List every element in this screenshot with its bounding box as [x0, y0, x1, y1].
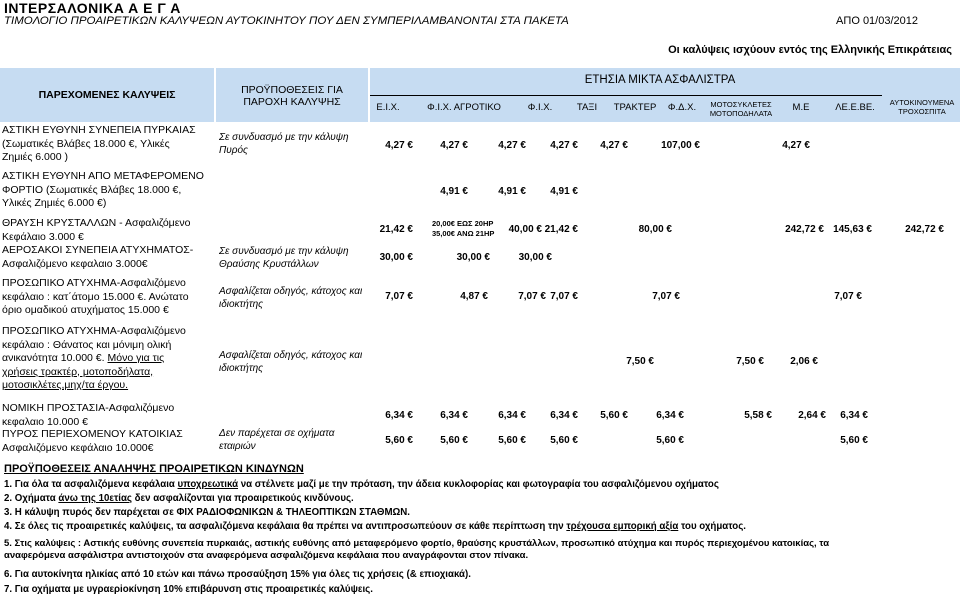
coverage-airbags: ΑΕΡΟΣΑΚΟΙ ΣΥΝΕΠΕΙΑ ΑΤΥΧΗΜΑΤΟΣ- Ασφαλιζόμενο κεφαλαιο 3.000€ [2, 244, 194, 270]
premium-cell: 40,00 € [508, 224, 542, 235]
premium-cell: 5,60 € [440, 435, 468, 446]
coverage-legal-protection: ΝΟΜΙΚΗ ΠΡΟΣΤΑΣΙΑ-Ασφαλιζόμενο κεφαλαιο 10.000 € [2, 402, 175, 428]
coverage-home-contents-fire: ΠΥΡΟΣ ΠΕΡΙΕΧΟΜΕΝΟΥ ΚΑΤΟΙΚΙΑΣ Ασφαλιζόμενο κεφάλαιο 10.000€ [2, 428, 183, 454]
note-4: 4. Σε όλες τις προαιρετικές καλύψεις, τα ασφαλιζόμενα κεφάλαια θα πρέπει να αντιπροσωπεύουν σε κάθε περίπτωση την τρέχουσα εμπορική αξία του οχήματος. [4, 521, 746, 532]
premium-cell: 2,64 € [798, 410, 826, 421]
premium-cell: 5,60 € [550, 435, 578, 446]
premium-cell: 6,34 € [385, 410, 413, 421]
header-vehicle-me: Μ.Ε [792, 102, 810, 113]
note-7: 7. Για οχήματα με υγραερiοκίνηση 10% επιβάρυνση στις προαιρετικές καλύψεις. [4, 584, 373, 595]
premium-cell: 7,07 € [550, 291, 578, 302]
premium-cell: 30,00 € [379, 252, 413, 263]
premium-cell: 6,34 € [550, 410, 578, 421]
coverage-glass-breakage: ΘΡΑΥΣΗ ΚΡΥΣΤΑΛΛΩΝ - Ασφαλιζόμενο Κεφάλαιο 3.000 € [2, 217, 191, 243]
header-vehicle-fix: Φ.Ι.Χ. [527, 102, 553, 113]
premium-cell: 4,91 € [498, 186, 526, 197]
header-vehicle-fdx: Φ.Δ.Χ. [667, 102, 697, 113]
condition-glass: Σε συνδυασμό με την κάλυψη Θραύσης Κρυστάλλων [219, 246, 349, 270]
header-vehicle-taxi: ΤΑΞΙ [576, 102, 598, 113]
premium-cell: 30,00 € [456, 252, 490, 263]
premium-cell: 7,50 € [626, 356, 654, 367]
premium-cell-tiered: 20,00€ ΕΩΣ 20HP 35,00€ ΑΝΩ 21HP [432, 219, 495, 238]
note-5: 5. Στις καλύψεις : Αστικής ευθύνης συνεπεία πυρκαιάς, αστικής ευθύνης από μεταφερόμενο φορτίο, θραύσης κρυστάλλων, προσωπικό ατύχημα και πυρός περιεχομένου κατοικίας, τα αναφερόμενα ασφάλιστρα αντιστοιχούν στα αναφερόμενα ασφαλιζόμενα κεφάλαια που αναγράφονται στον πίνακα. [4, 538, 830, 561]
brand-title: ΙΝΤΕΡΣΑΛΟΝΙΚΑ Α Ε Γ Α [4, 0, 181, 16]
header-vehicle-motorcycles: ΜΟΤΟΣΥΚΛΕΤΕΣ ΜΟΤΟΠΟΔΗΛΑΤΑ [709, 100, 773, 118]
header-vehicle-tractor: ΤΡΑΚΤΕΡ [613, 102, 657, 113]
premium-cell: 7,50 € [736, 356, 764, 367]
premium-cell: 145,63 € [833, 224, 872, 235]
header-vehicle-motorhomes: ΑΥΤΟΚΙΝΟΥΜΕΝΑ ΤΡΟΧΟΣΠΙΤΑ [889, 98, 955, 116]
header-premiums-group: ΕΤΗΣΙΑ ΜΙΚΤΑ ΑΣΦΑΛΙΣΤΡΑ [584, 74, 736, 86]
premium-cell: 6,34 € [440, 410, 468, 421]
premium-cell: 4,27 € [782, 140, 810, 151]
premium-cell: 2,06 € [790, 356, 818, 367]
premium-cell: 21,42 € [544, 224, 578, 235]
header-vehicle-leeve: ΛΕ.Ε.ΒΕ. [835, 102, 875, 113]
premium-cell: 4,87 € [460, 291, 488, 302]
premium-cell: 5,60 € [498, 435, 526, 446]
condition-no-companies: Δεν παρέχεται σε οχήματα εταιριών [219, 428, 335, 452]
document-subtitle: ΤΙΜΟΛΟΓΙΟ ΠΡΟΑΙΡΕΤΙΚΩΝ ΚΑΛΥΨΕΩΝ ΑΥΤΟΚΙΝΗΤΟΥ ΠΟΥ ΔΕΝ ΣΥΜΠΕΡΙΛΑΜΒΑΝΟΝΤΑΙ ΣΤΑ ΠΑΚΕΤΑ [4, 15, 569, 27]
note-3: 3. Η κάλυψη πυρός δεν παρέχεται σε ΦΙΧ ΡΑΔΙΟΦΩΝΙΚΩΝ & ΤΗΛΕΟΠΤΙΚΩΝ ΣΤΑΘΜΩΝ. [4, 507, 410, 518]
premium-cell: 6,34 € [840, 410, 868, 421]
premium-cell: 4,27 € [440, 140, 468, 151]
premium-cell: 5,60 € [385, 435, 413, 446]
coverage-civil-liability-cargo: ΑΣΤΙΚΗ ΕΥΘΥΝΗ ΑΠΟ ΜΕΤΑΦΕΡΟΜΕΝΟ ΦΟΡΤΙΟ (Σωματικές Βλάβες 18.000 €, Υλικές Ζημιές 6.000 €) [2, 170, 204, 209]
header-conditions: ΠΡΟΫΠΟΘΕΣΕΙΣ ΓΙΑ ΠΑΡΟΧΗ ΚΑΛΥΨΗΣ [241, 84, 343, 108]
premium-cell: 107,00 € [661, 140, 700, 151]
effective-date: ΑΠΟ 01/03/2012 [836, 15, 918, 27]
premium-cell: 5,58 € [744, 410, 772, 421]
premium-cell: 6,34 € [498, 410, 526, 421]
coverage-personal-accident-15000: ΠΡΟΣΩΠΙΚΟ ΑΤΥΧΗΜΑ-Ασφαλιζόμενο κεφάλαιο : κατ΄άτομο 15.000 €. Ανώτατο όριο ομαδικού ατυχήματος 15.000 € [2, 277, 189, 316]
condition-fire: Σε συνδυασμό με την κάλυψη Πυρός [219, 132, 349, 156]
premium-cell: 4,27 € [550, 140, 578, 151]
premium-cell: 242,72 € [905, 224, 944, 235]
note-2: 2. Οχήματα άνω της 10ετίας δεν ασφαλίζονται για προαιρετικούς κινδύνους. [4, 493, 354, 504]
coverage-civil-liability-fire: ΑΣΤΙΚΗ ΕΥΘΥΝΗ ΣΥΝΕΠΕΙΑ ΠΥΡΚΑΙΑΣ (Σωματικές Βλάβες 18.000 €, Υλικές Ζημιές 6.000 ) [2, 124, 196, 163]
note-1: 1. Για όλα τα ασφαλιζόμενα κεφάλαια υποχρεωτικά να στέλνετε μαζί με την πρόταση, την άδεια κυκλοφορίας και φωτογραφία του ασφαλιζόμενου οχήματος [4, 479, 719, 490]
premium-cell: 5,60 € [840, 435, 868, 446]
note-6: 6. Για αυτοκίνητα ηλικίας από 10 ετών και πάνω προσαύξηση 15% για όλες τις χρήσεις (& επιοχιακά). [4, 569, 471, 580]
premium-cell: 7,07 € [385, 291, 413, 302]
validity-note: Οι καλύψεις ισχύουν εντός της Ελληνικής Επικράτειας [668, 44, 952, 56]
premium-cell: 5,60 € [600, 410, 628, 421]
premium-cell: 7,07 € [652, 291, 680, 302]
condition-driver-owner: Ασφαλίζεται οδηγός, κάτοχος και ιδιοκτήτης [219, 286, 363, 310]
notes-title: ΠΡΟΫΠΟΘΕΣΕΙΣ ΑΝΑΛΗΨΗΣ ΠΡΟΑΙΡΕΤΙΚΩΝ ΚΙΝΔΥΝΩΝ [4, 463, 304, 475]
premium-cell: 4,27 € [600, 140, 628, 151]
premium-cell: 21,42 € [379, 224, 413, 235]
premium-cell: 4,27 € [498, 140, 526, 151]
premium-cell: 4,27 € [385, 140, 413, 151]
header-vehicle-eix: Ε.Ι.Χ. [376, 102, 400, 113]
coverage-personal-accident-10000: ΠΡΟΣΩΠΙΚΟ ΑΤΥΧΗΜΑ-Ασφαλιζόμενο κεφάλαιο : Θάνατος και μόνιμη ολική ανικανότητα 10.000 €. Μόνο για τις χρήσεις τρακτέρ, μοτοποδήλατα, μοτοσικλέτες,μηχ/τα έργου. [2, 325, 186, 391]
premium-cell: 4,91 € [440, 186, 468, 197]
premium-cell: 4,91 € [550, 186, 578, 197]
premium-cell: 242,72 € [785, 224, 824, 235]
header-vehicle-fix-agrotiko: Φ.Ι.Χ. ΑΓΡΟΤΙΚΟ [427, 102, 501, 113]
header-coverages: ΠΑΡΕΧΟΜΕΝΕΣ ΚΑΛΥΨΕΙΣ [38, 89, 176, 101]
premium-cell: 7,07 € [518, 291, 546, 302]
premium-cell: 6,34 € [656, 410, 684, 421]
premium-cell: 30,00 € [518, 252, 552, 263]
premium-cell: 7,07 € [834, 291, 862, 302]
premium-cell: 80,00 € [638, 224, 672, 235]
condition-driver-owner-2: Ασφαλίζεται οδηγός, κάτοχος και ιδιοκτήτης [219, 350, 363, 374]
premium-cell: 5,60 € [656, 435, 684, 446]
header-divider [370, 95, 882, 96]
